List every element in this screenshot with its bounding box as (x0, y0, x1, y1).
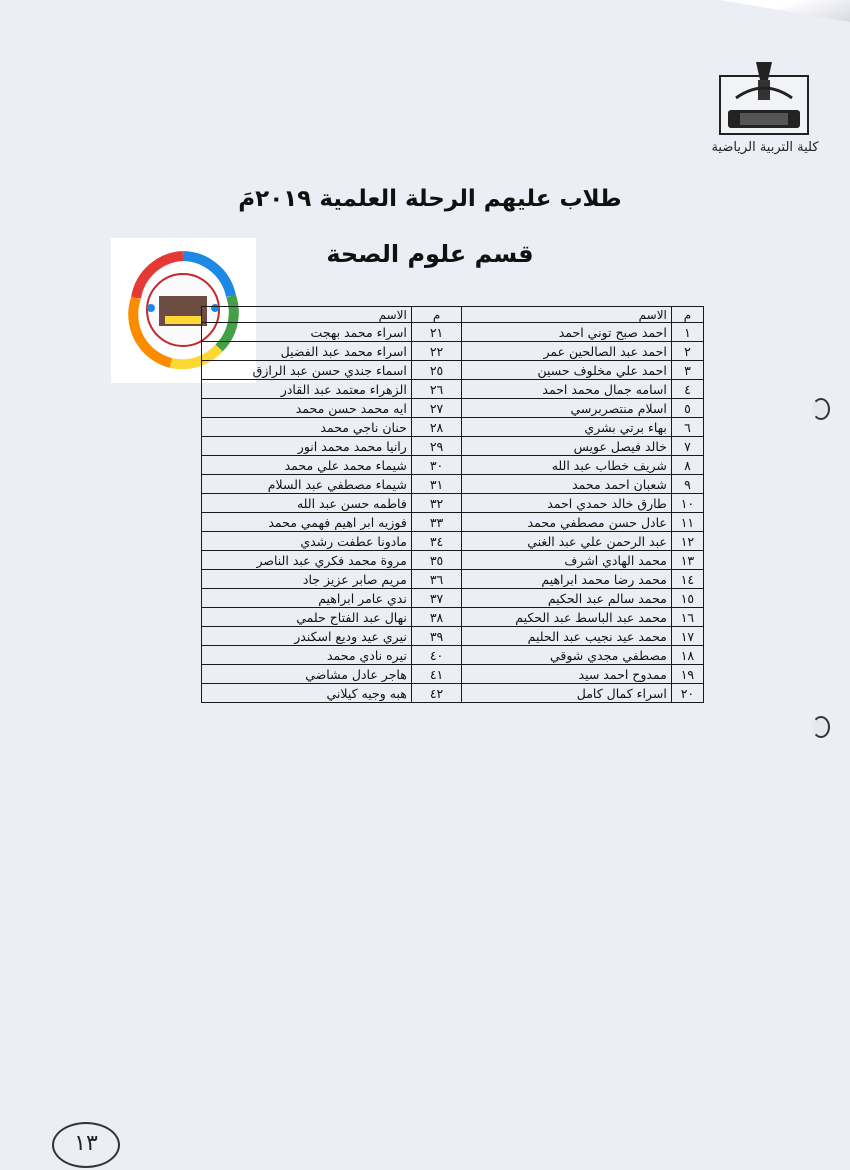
table-row (202, 551, 704, 570)
faculty-name: كلية التربية الرياضية (711, 140, 819, 155)
cell-num: ٦ (671, 418, 703, 437)
cell-name: محمد رضا محمد ابراهيم (462, 570, 672, 589)
cell-name2: اسماء جندي حسن عبد الرازق (202, 361, 412, 380)
cell-num2: ٢٦ (411, 380, 461, 399)
cell-num2: ٤٢ (411, 684, 461, 703)
table-row (202, 342, 704, 361)
cell-name2: ندي عامر ابراهيم (202, 589, 412, 608)
cell-num: ٤ (671, 380, 703, 399)
table-row (202, 570, 704, 589)
cell-num2: ٢١ (411, 323, 461, 342)
faculty-logo (718, 58, 810, 140)
col-header-num: م (671, 307, 703, 323)
cell-num: ٨ (671, 456, 703, 475)
cell-num2: ٣٦ (411, 570, 461, 589)
cell-name: خالد فيصل عويس (462, 437, 672, 456)
cell-name2: نيري عيد وديع اسكندر (202, 627, 412, 646)
table-row (202, 589, 704, 608)
punch-hole (812, 716, 830, 738)
cell-name2: نيره نادي محمد (202, 646, 412, 665)
table-row (202, 418, 704, 437)
cell-num2: ٤٠ (411, 646, 461, 665)
cell-name: محمد الهادي اشرف (462, 551, 672, 570)
table-row (202, 456, 704, 475)
table-body (202, 323, 704, 703)
cell-name: بهاء برتي بشري (462, 418, 672, 437)
cell-num2: ٣٩ (411, 627, 461, 646)
cell-name2: ايه محمد حسن محمد (202, 399, 412, 418)
cell-name: طارق خالد حمدي احمد (462, 494, 672, 513)
table-row (202, 494, 704, 513)
cell-num: ١٧ (671, 627, 703, 646)
cell-name: اسامه جمال محمد احمد (462, 380, 672, 399)
page-fold-corner (720, 0, 850, 22)
cell-num2: ٢٩ (411, 437, 461, 456)
table-row (202, 684, 704, 703)
cell-name: احمد علي مخلوف حسين (462, 361, 672, 380)
cell-num2: ٣٠ (411, 456, 461, 475)
table-row (202, 380, 704, 399)
table-row (202, 323, 704, 342)
cell-num: ٥ (671, 399, 703, 418)
cell-name2: هاجر عادل مشاضي (202, 665, 412, 684)
table-row (202, 532, 704, 551)
cell-num2: ٣٧ (411, 589, 461, 608)
cell-num2: ٢٥ (411, 361, 461, 380)
cell-num2: ٤١ (411, 665, 461, 684)
cell-name: احمد صبح توني احمد (462, 323, 672, 342)
cell-num2: ٣٨ (411, 608, 461, 627)
cell-name: شريف خطاب عبد الله (462, 456, 672, 475)
cell-name: محمد سالم عبد الحكيم (462, 589, 672, 608)
cell-name2: مريم صابر عزيز جاد (202, 570, 412, 589)
cell-name2: شيماء محمد علي محمد (202, 456, 412, 475)
cell-name2: شيماء مصطفي عبد السلام (202, 475, 412, 494)
table-row (202, 627, 704, 646)
cell-num2: ٣٥ (411, 551, 461, 570)
punch-hole (812, 398, 830, 420)
department-title: قسم علوم الصحة (326, 240, 534, 268)
cell-num2: ٣٢ (411, 494, 461, 513)
cell-name: عبد الرحمن علي عبد الغني (462, 532, 672, 551)
cell-name2: الزهراء معتمد عبد القادر (202, 380, 412, 399)
col-header-name2: الاسم (202, 307, 412, 323)
cell-name2: فاطمه حسن عبد الله (202, 494, 412, 513)
cell-name: محمد عيد نجيب عبد الحليم (462, 627, 672, 646)
table-row (202, 665, 704, 684)
table-row (202, 475, 704, 494)
cell-num: ١٦ (671, 608, 703, 627)
cell-num2: ٣٤ (411, 532, 461, 551)
col-header-name: الاسم (462, 307, 672, 323)
table-row (202, 646, 704, 665)
cell-name: مصطفي مجدي شوقي (462, 646, 672, 665)
cell-name2: اسراء محمد عبد الفضيل (202, 342, 412, 361)
cell-name: شعبان احمد محمد (462, 475, 672, 494)
cell-name: محمد عبد الباسط عبد الحكيم (462, 608, 672, 627)
cell-name2: رانيا محمد محمد انور (202, 437, 412, 456)
table-row (202, 513, 704, 532)
cell-num2: ٣١ (411, 475, 461, 494)
cell-num: ٩ (671, 475, 703, 494)
cell-name2: مروة محمد فكري عبد الناصر (202, 551, 412, 570)
cell-name: اسراء كمال كامل (462, 684, 672, 703)
cell-name2: فوزيه ابر اهيم فهمي محمد (202, 513, 412, 532)
cell-num: ١٨ (671, 646, 703, 665)
page-number: ١٣ (52, 1122, 120, 1168)
cell-num: ١٣ (671, 551, 703, 570)
cell-name: ممدوح احمد سيد (462, 665, 672, 684)
cell-num2: ٢٨ (411, 418, 461, 437)
table-row (202, 361, 704, 380)
cell-name2: نهال عبد الفتاح حلمي (202, 608, 412, 627)
cell-name2: اسراء محمد بهجت (202, 323, 412, 342)
cell-name2: حنان ناجي محمد (202, 418, 412, 437)
cell-num: ٣ (671, 361, 703, 380)
cell-name: اسلام منتصربرسي (462, 399, 672, 418)
cell-num: ١٤ (671, 570, 703, 589)
cell-num: ٧ (671, 437, 703, 456)
cell-num: ٢ (671, 342, 703, 361)
cell-num2: ٢٢ (411, 342, 461, 361)
cell-num: ٢٠ (671, 684, 703, 703)
students-table (201, 306, 704, 703)
cell-name2: هبه وجيه كيلاني (202, 684, 412, 703)
table-header-row (202, 307, 704, 323)
cell-num: ١٥ (671, 589, 703, 608)
cell-name2: مادونا عطفت رشدي (202, 532, 412, 551)
cell-num: ١٩ (671, 665, 703, 684)
cell-num: ١٠ (671, 494, 703, 513)
document-title: طلاب عليهم الرحلة العلمية ٢٠١٩مَ (238, 186, 622, 212)
col-header-num2: م (411, 307, 461, 323)
cell-num: ١ (671, 323, 703, 342)
cell-num: ١٢ (671, 532, 703, 551)
cell-num2: ٢٧ (411, 399, 461, 418)
cell-num2: ٣٣ (411, 513, 461, 532)
cell-name: احمد عبد الصالحين عمر (462, 342, 672, 361)
table-row (202, 608, 704, 627)
table-row (202, 399, 704, 418)
cell-name: عادل حسن مصطفي محمد (462, 513, 672, 532)
cell-num: ١١ (671, 513, 703, 532)
table-row (202, 437, 704, 456)
